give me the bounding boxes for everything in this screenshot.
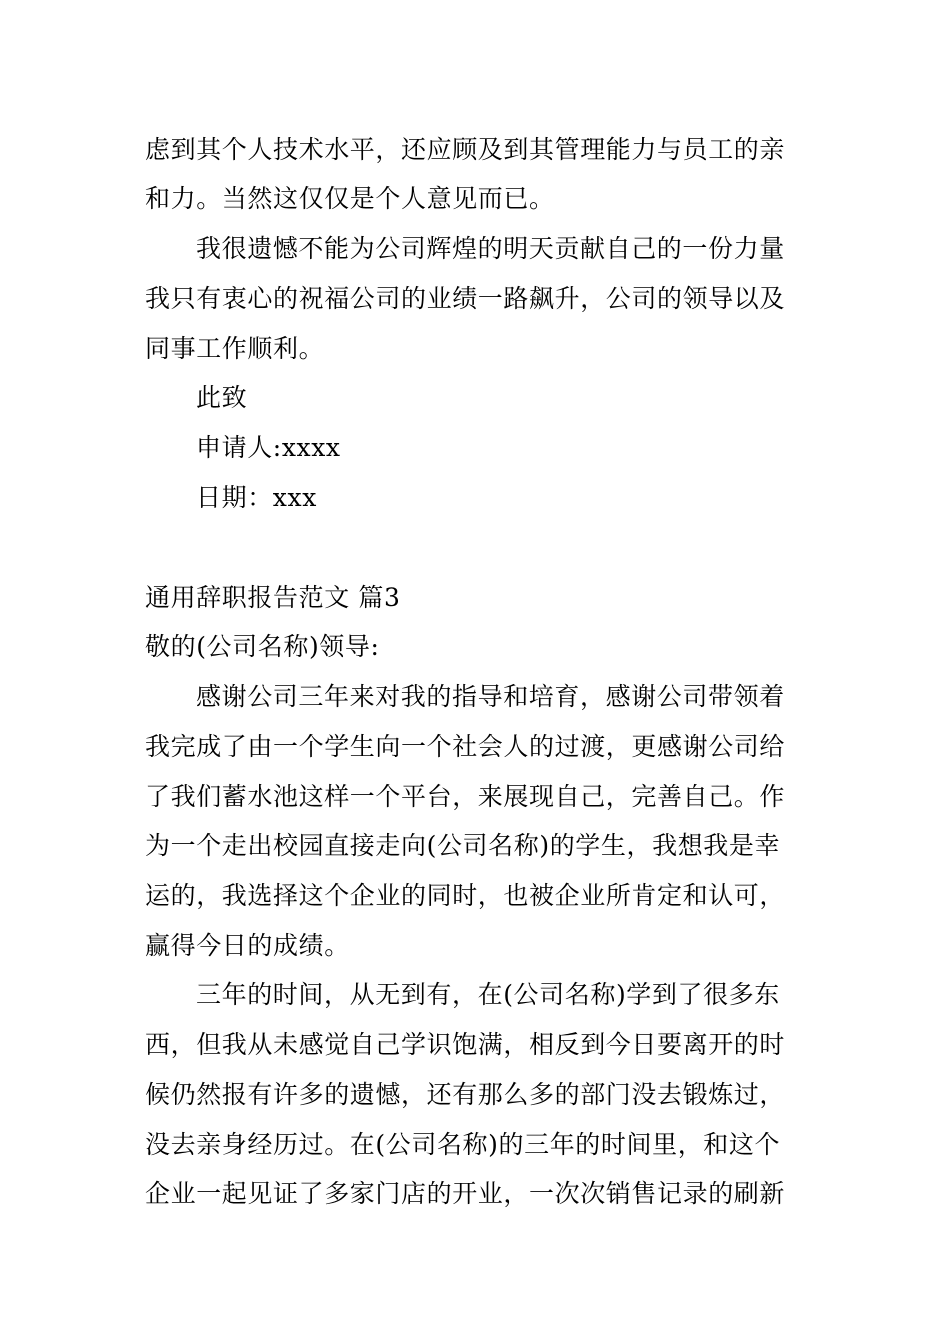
closing-salutation: 此致	[196, 383, 248, 412]
paragraph-line: 没去亲身经历过。在(公司名称)的三年的时间里，和这个	[145, 1130, 781, 1159]
paragraph-line: 企业一起见证了多家门店的开业，一次次销售记录的刷新	[145, 1179, 786, 1208]
paragraph-line: 虑到其个人技术水平，还应顾及到其管理能力与员工的亲	[145, 135, 786, 164]
paragraph-line: 我很遗憾不能为公司辉煌的明天贡献自己的一份力量	[196, 234, 785, 263]
paragraph-line: 感谢公司三年来对我的指导和培育，感谢公司带领着	[196, 682, 785, 711]
paragraph-line: 运的，我选择这个企业的同时，也被企业所肯定和认可，	[145, 881, 786, 910]
paragraph-line: 三年的时间，从无到有，在(公司名称)学到了很多东	[196, 980, 780, 1009]
paragraph-line: 西，但我从未感觉自己学识饱满，相反到今日要离开的时	[145, 1030, 786, 1059]
paragraph-line: 我只有衷心的祝福公司的业绩一路飙升，公司的领导以及	[145, 284, 786, 313]
paragraph-line: 同事工作顺利。	[145, 334, 325, 363]
section-heading: 通用辞职报告范文 篇3	[145, 583, 401, 612]
greeting-line: 敬的(公司名称)领导:	[145, 632, 380, 661]
date-line: 日期：xxx	[196, 483, 317, 512]
paragraph-line: 赢得今日的成绩。	[145, 931, 350, 960]
paragraph-line: 了我们蓄水池这样一个平台，来展现自己，完善自己。作	[145, 782, 786, 811]
paragraph-line: 为一个走出校园直接走向(公司名称)的学生，我想我是幸	[145, 831, 781, 860]
paragraph-line: 候仍然报有许多的遗憾，还有那么多的部门没去锻炼过，	[145, 1080, 786, 1109]
applicant-line: 申请人:xxxx	[196, 433, 341, 462]
paragraph-line: 和力。当然这仅仅是个人意见而已。	[145, 184, 555, 213]
paragraph-line: 我完成了由一个学生向一个社会人的过渡，更感谢公司给	[145, 732, 786, 761]
